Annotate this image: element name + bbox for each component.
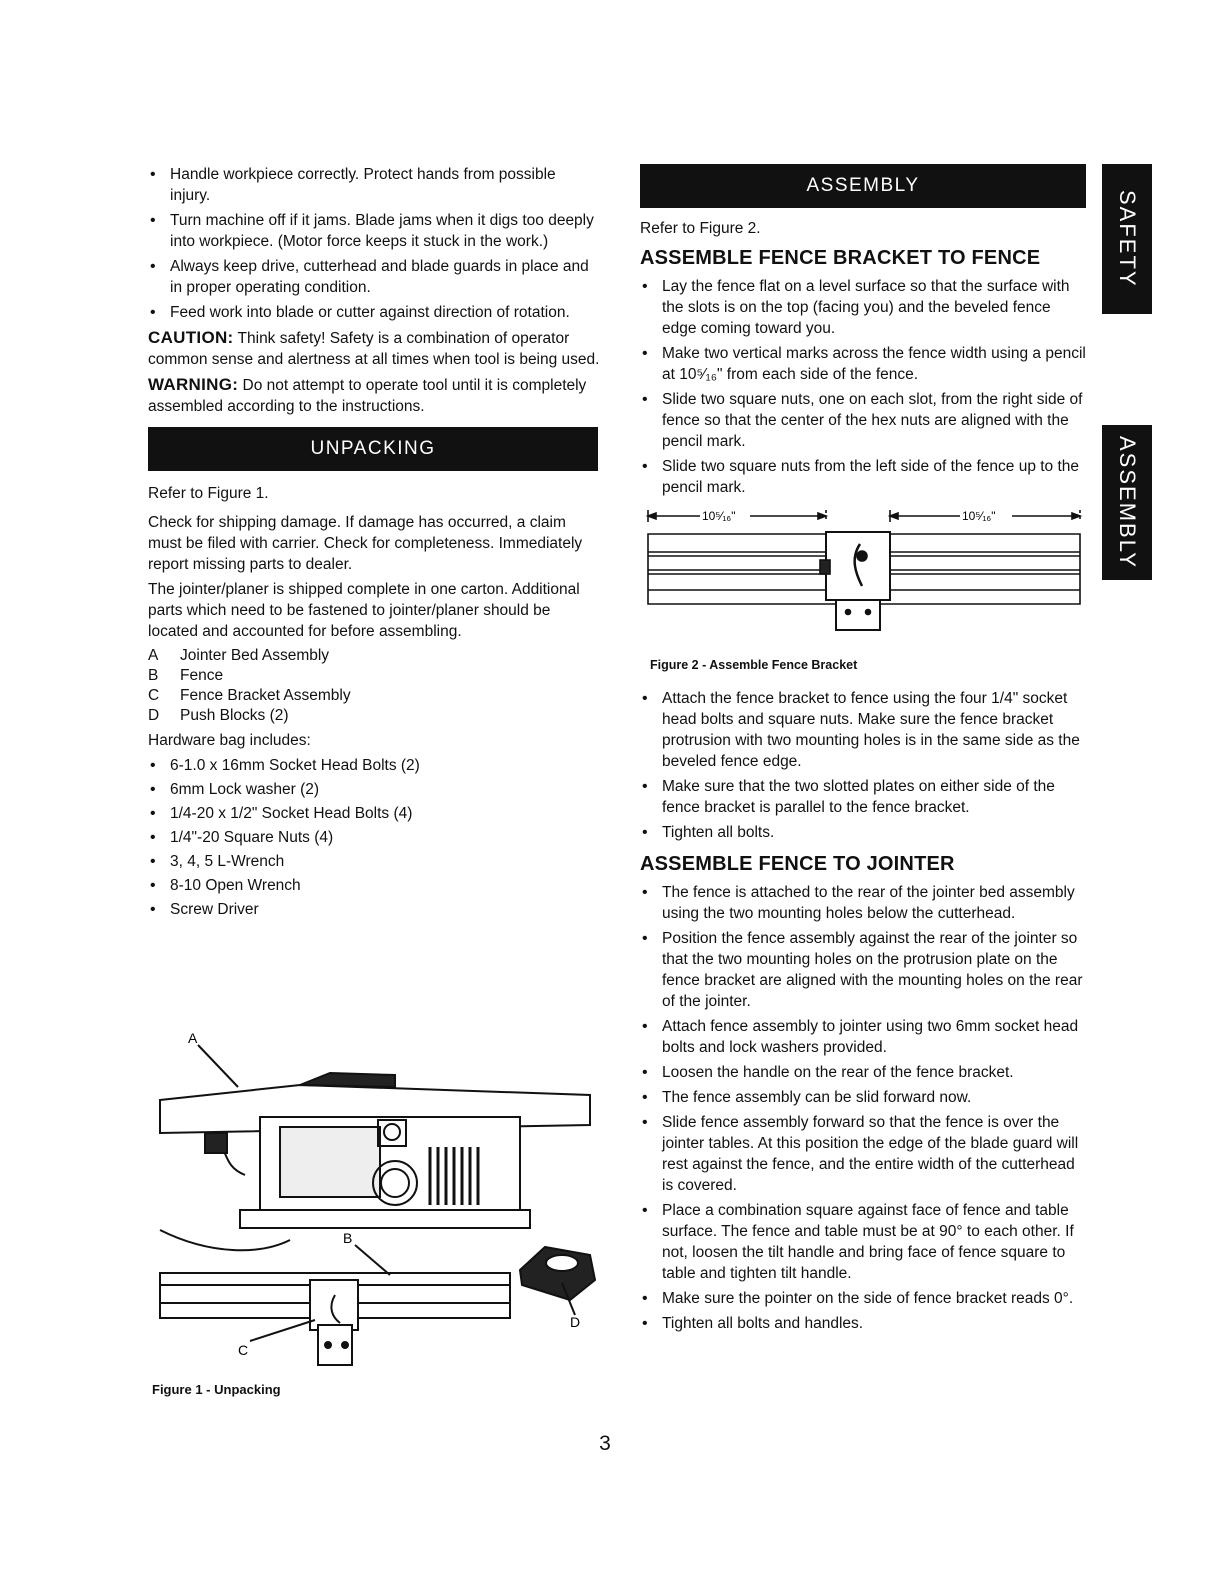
caution-text: Think safety! Safety is a combination of operator common sense and alertness at all times when tool is being used. <box>148 330 600 368</box>
list-item: • Attach fence assembly to jointer using two 6mm socket head bolts and lock washers provided. <box>640 1016 1086 1058</box>
parts-list <box>148 646 600 726</box>
list-item: • 8-10 Open Wrench <box>148 875 600 897</box>
list-item: • 1/4-20 x 1/2" Socket Head Bolts (4) <box>148 803 600 825</box>
safety-bullet-list <box>148 164 600 323</box>
warning-text: Do not attempt to operate tool until it is completely assembled according to the instructions. <box>148 377 587 415</box>
list-item: • Slide two square nuts, one on each slot, from the right side of fence so that the center of the hex nuts are aligned with the pencil mark. <box>640 389 1086 452</box>
left-column <box>148 164 600 923</box>
assembly-section-header: ASSEMBLY <box>640 164 1086 208</box>
unpacking-section-header: UNPACKING <box>148 427 598 471</box>
list-item: • The fence is attached to the rear of the jointer bed assembly using the two mounting holes below the cutterhead. <box>640 882 1086 924</box>
list-item: • Make sure that the two slotted plates on either side of the fence bracket is parallel to the fence bracket. <box>640 776 1086 818</box>
section-heading-bracket-to-fence: ASSEMBLE FENCE BRACKET TO FENCE <box>640 247 1041 269</box>
right-column <box>640 164 1086 1338</box>
list-item: • Position the fence assembly against the rear of the jointer so that the two mounting holes on the protrusion plate on the fence bracket are aligned with the mounting holes on the rear of the jointer. <box>640 928 1086 1012</box>
callout-c: C <box>238 1342 249 1358</box>
hardware-list <box>148 755 600 921</box>
list-item: • 6-1.0 x 16mm Socket Head Bolts (2) <box>148 755 600 777</box>
list-item: • 1/4"-20 Square Nuts (4) <box>148 827 600 849</box>
tab-assembly[interactable]: ASSEMBLY <box>1102 425 1152 580</box>
figure-1-unpacking-illustration <box>150 1025 610 1375</box>
part-item: C Fence Bracket Assembly <box>148 687 351 704</box>
list-item: • Tighten all bolts. <box>640 822 1086 843</box>
caution-paragraph <box>148 327 600 370</box>
list-item: • 6mm Lock washer (2) <box>148 779 600 801</box>
tab-safety[interactable]: SAFETY <box>1102 164 1152 314</box>
section-heading-fence-to-jointer: ASSEMBLE FENCE TO JOINTER <box>640 853 955 875</box>
warning-paragraph <box>148 374 600 417</box>
dimension-left: 10⁵⁄₁₆" <box>702 509 736 523</box>
callout-a: A <box>188 1030 198 1046</box>
bracket-steps-list <box>640 276 1086 498</box>
list-item: • Tighten all bolts and handles. <box>640 1313 1086 1334</box>
caution-label: CAUTION: <box>148 328 234 347</box>
jointer-steps-list <box>640 882 1086 1334</box>
list-item: • Slide two square nuts from the left side of the fence up to the pencil mark. <box>640 456 1086 498</box>
callout-d: D <box>570 1314 581 1330</box>
list-item: • Screw Driver <box>148 899 600 921</box>
dimension-right: 10⁵⁄₁₆" <box>962 509 996 523</box>
list-item: • Place a combination square against face of fence and table surface. The fence and table must be at 90° to each other. If not, loosen the tilt handle and bring face of fence square to table and tighten tilt handle. <box>640 1200 1086 1284</box>
figure-2-fence-bracket-illustration <box>640 504 1086 654</box>
figure-2-caption: Figure 2 - Assemble Fence Bracket <box>650 658 858 672</box>
page-number: 3 <box>599 1432 611 1455</box>
shipped-complete-paragraph: The jointer/planer is shipped complete in one carton. Additional parts which need to be fastened to jointer/planer should be located and accounted for before assembling. <box>148 581 580 640</box>
list-item: • The fence assembly can be slid forward now. <box>640 1087 1086 1108</box>
figure-1-caption: Figure 1 - Unpacking <box>152 1382 281 1397</box>
list-item: • 3, 4, 5 L-Wrench <box>148 851 600 873</box>
list-item: • Handle workpiece correctly. Protect hands from possible injury. <box>148 164 600 206</box>
hardware-intro: Hardware bag includes: <box>148 732 311 749</box>
list-item: • Loosen the handle on the rear of the fence bracket. <box>640 1062 1086 1083</box>
list-item: • Lay the fence flat on a level surface so that the surface with the slots is on the top (facing you) and the beveled fence edge coming toward you. <box>640 276 1086 339</box>
shipping-damage-paragraph: Check for shipping damage. If damage has occurred, a claim must be filed with carrier. Check for completeness. Immediately report missing parts to dealer. <box>148 514 583 573</box>
list-item: • Attach the fence bracket to fence using the four 1/4" socket head bolts and square nuts. Make sure the fence bracket protrusion with two mounting holes is in the same side as the beveled fence edge. <box>640 688 1086 772</box>
callout-b: B <box>343 1230 353 1246</box>
refer-figure-2: Refer to Figure 2. <box>640 220 761 237</box>
list-item: • Make two vertical marks across the fence width using a pencil at 10⁵⁄₁₆" from each side of the fence. <box>640 343 1086 385</box>
list-item: • Feed work into blade or cutter against direction of rotation. <box>148 302 600 323</box>
bracket-steps-list-continued <box>640 688 1086 843</box>
list-item: • Make sure the pointer on the side of fence bracket reads 0°. <box>640 1288 1086 1309</box>
part-item: B Fence <box>148 667 224 684</box>
refer-figure-1: Refer to Figure 1. <box>148 485 269 502</box>
part-item: A Jointer Bed Assembly <box>148 647 330 664</box>
warning-label: WARNING: <box>148 375 239 394</box>
list-item: • Slide fence assembly forward so that the fence is over the jointer tables. At this position the edge of the blade guard will rest against the fence, and the entire width of the cutterhead is covered. <box>640 1112 1086 1196</box>
part-item: D Push Blocks (2) <box>148 707 289 724</box>
list-item: • Turn machine off if it jams. Blade jams when it digs too deeply into workpiece. (Motor force keeps it stuck in the work.) <box>148 210 600 252</box>
list-item: • Always keep drive, cutterhead and blade guards in place and in proper operating condition. <box>148 256 600 298</box>
